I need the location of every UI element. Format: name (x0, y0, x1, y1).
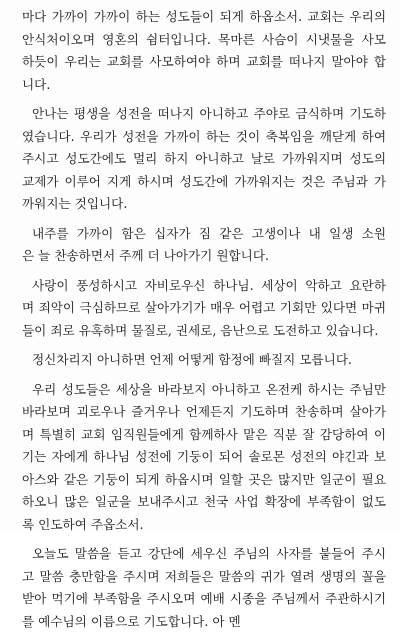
text-line: 하오니 많은 일군을 보내주시고 천국 사업 확장에 부족함이 없도 (22, 491, 386, 514)
paragraph-3 (22, 223, 386, 268)
text-line: 기는 자에게 하나님 성전에 기둥이 되어 솔로몬 성전의 야긴과 보 (22, 446, 386, 469)
text-line: 주시고 성도간에도 멀리 하지 아니하고 날로 가까워지며 성도의 (22, 148, 386, 171)
text-line: 오늘도 말씀을 듣고 강단에 세우신 주님의 사자를 붙들어 주시 (22, 543, 386, 566)
paragraph-5 (22, 349, 386, 372)
text-line: 들이 죄로 유혹하며 물질로, 권세로, 음난으로 도전하고 있습니다. (22, 320, 386, 343)
text-line: 내주를 가까이 함은 십자가 짐 같은 고생이나 내 일생 소원 (22, 223, 386, 246)
text-line: 안나는 평생을 성전을 떠나지 아니하고 주야로 금식하며 기도하 (22, 103, 386, 126)
text-line: 록 인도하여 주옵소서. (22, 514, 386, 537)
text-line: 를 예수님의 이름으로 기도합니다. 아 멘 (22, 611, 386, 633)
text-line: 니다. (22, 74, 386, 97)
paragraph-7 (22, 543, 386, 633)
text-line: 까워지는 것입니다. (22, 193, 386, 216)
text-line: 마다 가까이 가까이 하는 성도들이 되게 하옵소서. 교회는 우리의 (22, 6, 386, 29)
text-line: 은 늘 찬송하면서 주께 더 나아가기 원합니다. (22, 245, 386, 268)
text-line: 정신차리지 아니하면 언제 어떻게 함정에 빠질지 모릅니다. (22, 349, 386, 372)
paragraph-4 (22, 275, 386, 343)
text-line: 바라보며 괴로우나 즐거우나 언제든지 기도하며 찬송하며 살아가 (22, 401, 386, 424)
text-line: 였습니다. 우리가 성전을 가까이 하는 것이 축복임을 깨닫게 하여 (22, 126, 386, 149)
text-line: 고 말씀 충만함을 주시며 저희들은 말씀의 귀가 열려 생명의 꼴을 (22, 566, 386, 589)
paragraph-1 (22, 6, 386, 96)
paragraph-6 (22, 379, 386, 537)
text-line: 며 특별히 교회 임직원들에게 함께하사 맡은 직분 잘 감당하여 이 (22, 424, 386, 447)
paragraph-2 (22, 103, 386, 216)
text-line: 안식처이오며 영혼의 쉼터입니다. 목마른 사슴이 시냇물을 사모 (22, 29, 386, 52)
text-line: 교제가 이루어 지게 하시며 성도간에 가까워지는 것은 주님과 가 (22, 171, 386, 194)
text-line: 사랑이 풍성하시고 자비로우신 하나님. 세상이 악하고 요란하 (22, 275, 386, 298)
text-line: 받아 먹기에 부족함을 주시오며 예배 시종을 주님께서 주관하시기 (22, 588, 386, 611)
text-line: 하듯이 우리는 교회를 사모하여야 하며 교회를 떠나지 말아야 합 (22, 51, 386, 74)
text-line: 며 죄악이 극심하므로 살아가기가 매우 어렵고 기회만 있다면 마귀 (22, 297, 386, 320)
prayer-text (22, 6, 386, 633)
text-line: 아스와 같은 기둥이 되게 하옵시며 일할 곳은 많지만 일군이 필요 (22, 469, 386, 492)
text-line: 우리 성도들은 세상을 바라보지 아니하고 온전케 하시는 주님만 (22, 379, 386, 402)
